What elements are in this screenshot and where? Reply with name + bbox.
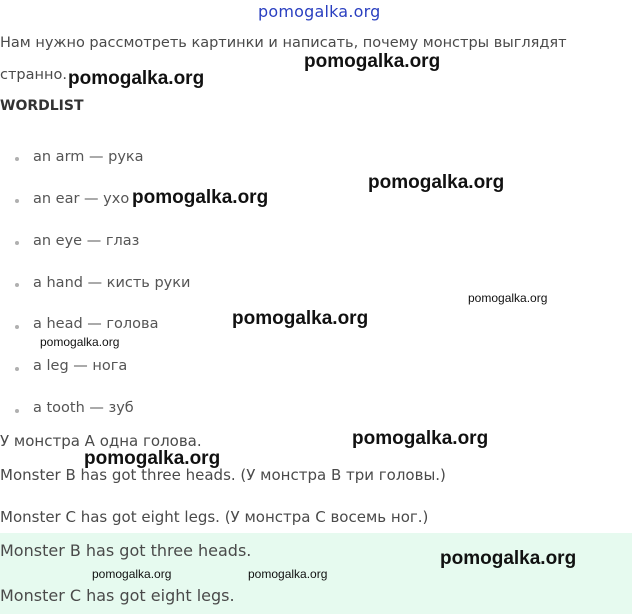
intro-text-line-2: странно.: [0, 67, 67, 83]
wordlist-item: a leg — нога: [33, 358, 128, 374]
sentence-monster-c: Monster C has got eight legs. (У монстра C восемь ног.): [0, 508, 429, 526]
sentence-monster-b: Monster B has got three heads. (У монстра B три головы.): [0, 466, 446, 484]
watermark: pomogalka.org: [92, 567, 172, 581]
watermark: pomogalka.org: [468, 291, 548, 305]
watermark: pomogalka.org: [368, 172, 505, 193]
answer-line-1: Monster B has got three heads.: [0, 541, 252, 560]
bullet-icon: [15, 199, 19, 203]
sentence-monster-a: У монстра А одна голова.: [0, 432, 202, 450]
bullet-icon: [15, 325, 19, 329]
watermark: pomogalka.org: [232, 308, 369, 329]
wordlist-item: a hand — кисть руки: [33, 275, 191, 291]
wordlist-item: an arm — рука: [33, 149, 144, 165]
wordlist-item: an eye — глаз: [33, 233, 140, 249]
watermark: pomogalka.org: [68, 68, 205, 89]
bullet-icon: [15, 283, 19, 287]
wordlist-item: a tooth — зуб: [33, 400, 134, 416]
bullet-icon: [15, 157, 19, 161]
wordlist-item: a head — голова: [33, 316, 159, 332]
watermark: pomogalka.org: [84, 448, 221, 469]
watermark: pomogalka.org: [40, 335, 120, 349]
watermark: pomogalka.org: [248, 567, 328, 581]
bullet-icon: [15, 409, 19, 413]
watermark: pomogalka.org: [132, 187, 269, 208]
watermark: pomogalka.org: [440, 548, 577, 569]
wordlist-heading: WORDLIST: [0, 98, 84, 114]
site-header-watermark[interactable]: pomogalka.org: [258, 2, 381, 21]
bullet-icon: [15, 241, 19, 245]
answer-line-2: Monster C has got eight legs.: [0, 586, 235, 605]
bullet-icon: [15, 367, 19, 371]
watermark: pomogalka.org: [304, 51, 441, 72]
wordlist-item: an ear — ухо: [33, 191, 130, 207]
watermark: pomogalka.org: [352, 428, 489, 449]
intro-text-line-1: Нам нужно рассмотреть картинки и написать, почему монстры выглядят: [0, 35, 567, 51]
